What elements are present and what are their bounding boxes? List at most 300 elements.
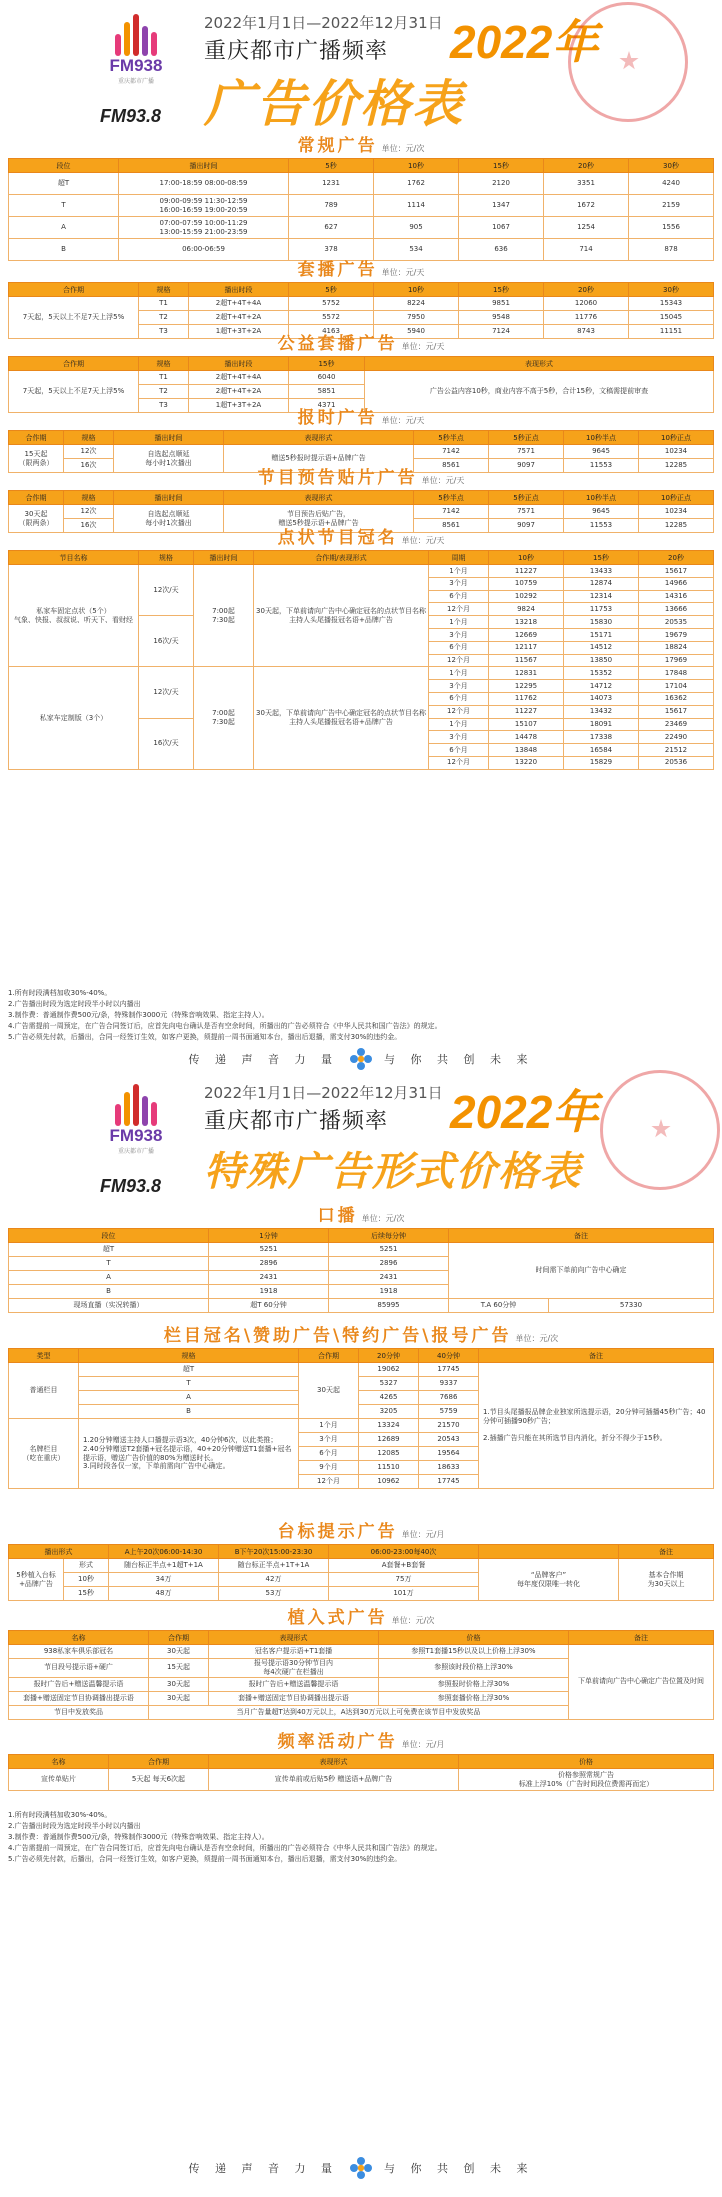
col-header: 播出形式: [9, 1545, 109, 1559]
period-cell: 7天起，5天以上不足7天上浮5%: [9, 371, 139, 413]
table-cell: 101万: [329, 1587, 479, 1601]
remark-cell: 1.节目头尾播报品牌企业独家所选提示语，20分钟可插播45秒广告；40分钟可插播90秒广告； 2.插播广告只能在其所选节目内消化，折分不得少于15秒。: [479, 1363, 714, 1489]
spec-cell: 12次/天: [139, 565, 194, 616]
table-cell: 3205: [359, 1405, 419, 1419]
col-header: 规格: [139, 283, 189, 297]
table-cell: 9645: [564, 505, 639, 519]
col-header: 规格: [79, 1349, 299, 1363]
table-header-row: [9, 491, 714, 505]
table-header-row: [9, 1545, 714, 1559]
table-cell: T.A 60分钟: [449, 1299, 549, 1313]
implant-ads-body: [9, 1645, 714, 1720]
table-cell: 2超T+4T+2A: [189, 385, 289, 399]
table-cell: 12669: [489, 628, 564, 641]
frequency-label: FM93.8: [100, 106, 162, 126]
col-header: 价格: [379, 1631, 569, 1645]
slogan-left: 传 递 声 音 力 量: [188, 1053, 338, 1066]
table-row: [9, 297, 714, 311]
table-cell: 789: [289, 195, 374, 217]
timecheck-ads-section: [8, 406, 714, 473]
table-cell: 9824: [489, 603, 564, 616]
table-cell: 报时广告后+赠送温馨提示语: [209, 1677, 379, 1691]
table-cell: 参照报时价格上浮30%: [379, 1677, 569, 1691]
fm938-logo: [100, 1084, 172, 1164]
section-unit: 单位：元/次: [515, 1334, 559, 1343]
col-header: 20秒: [544, 159, 629, 173]
table-cell: 12285: [639, 519, 714, 533]
table-cell: 15617: [639, 565, 714, 578]
section-title: 植入式广告: [287, 1608, 388, 1628]
table-cell: 5759: [419, 1405, 479, 1419]
table-row: [9, 1645, 714, 1659]
col-header: 播出时间: [194, 551, 254, 565]
table-cell: 1个月: [429, 718, 489, 731]
table-cell: 套播+赠送固定节目协调播出提示语: [209, 1691, 379, 1705]
table-cell: 1个月: [299, 1419, 359, 1433]
table-cell: 18633: [419, 1461, 479, 1475]
table-row: [9, 217, 714, 239]
slogan-left: 传 递 声 音 力 量: [188, 2162, 338, 2175]
implant-ads-section: [8, 1606, 714, 1720]
station-id-section: [8, 1520, 714, 1601]
table-cell: 现场直播（实况转播）: [9, 1299, 209, 1313]
table-cell: 参照套播价格上浮30%: [379, 1691, 569, 1705]
table-row: [9, 1363, 714, 1377]
table-cell: B: [79, 1405, 299, 1419]
col-header: 合作期: [9, 283, 139, 297]
public-ads-table: [8, 356, 714, 413]
section-unit: 单位：元/天: [381, 416, 425, 425]
section-title: 口播: [317, 1206, 358, 1226]
table-cell: 13220: [489, 756, 564, 769]
table-cell: 参照该时段价格上浮30%: [379, 1659, 569, 1678]
col-header: 备注: [479, 1349, 714, 1363]
table-cell: 15秒: [64, 1587, 109, 1601]
regular-ads-body: [9, 173, 714, 261]
table-row: [9, 565, 714, 578]
table-header-row: [9, 283, 714, 297]
table-cell: 15171: [564, 628, 639, 641]
table-cell: 9645: [564, 445, 639, 459]
live-read-body: [9, 1243, 714, 1313]
table-header-row: [9, 1631, 714, 1645]
col-header: 段位: [9, 159, 119, 173]
table-cell: T1: [139, 297, 189, 311]
frequency-label: FM93.8: [100, 1176, 162, 1196]
section-unit: 单位：元/天: [401, 342, 445, 351]
table-cell: 4371: [289, 399, 365, 413]
col-header: 15秒: [459, 283, 544, 297]
table-cell: A: [79, 1391, 299, 1405]
form-cell: 30天起，下单前请向广告中心确定冠名的点状节目名称 主持人头尾播报冠名语+品牌广告: [254, 667, 429, 769]
col-header: 规格: [139, 357, 189, 371]
table-cell: 10234: [639, 445, 714, 459]
table-cell: 17745: [419, 1363, 479, 1377]
table-cell: 19062: [359, 1363, 419, 1377]
table-cell: 17848: [639, 667, 714, 680]
table-cell: 938私家车俱乐部冠名: [9, 1645, 149, 1659]
table-cell: 1918: [209, 1285, 329, 1299]
logo-bars-icon: [100, 1084, 172, 1126]
slogan: [0, 1046, 722, 1072]
table-cell: 8561: [414, 519, 489, 533]
period-cell: 15天起 （限两条）: [9, 445, 64, 473]
table-cell: 12个月: [429, 705, 489, 718]
col-header: 表现形式: [209, 1755, 459, 1769]
logo-text: FM938: [109, 56, 163, 75]
table-cell: 13850: [564, 654, 639, 667]
table-cell: 6个月: [429, 590, 489, 603]
note-cell: 时间需下单前向广告中心确定: [449, 1243, 714, 1299]
page-title: 特殊广告形式价格表: [204, 1149, 582, 1195]
table-row: [9, 1769, 714, 1791]
table-cell: 17:00-18:59 08:00-08:59: [119, 173, 289, 195]
note-item: 5.广告必须先付款，后播出，合同一经签订生效，如客户更换，须提前一周书面通知本台，播出后退播，需支付30%的违约金。: [8, 1855, 402, 1863]
table-cell: 7686: [419, 1391, 479, 1405]
col-header: 15秒: [564, 551, 639, 565]
table-cell: T3: [139, 325, 189, 339]
page-title: 广告价格表: [204, 75, 464, 133]
col-header: 表现形式: [224, 491, 414, 505]
remark-cell: 基本合作期 为30天以上: [619, 1559, 714, 1601]
sponsor-table: [8, 1348, 714, 1489]
col-header: 合作期: [9, 357, 139, 371]
table-cell: 12060: [544, 297, 629, 311]
table-cell: 5851: [289, 385, 365, 399]
col-header: 名称: [9, 1631, 149, 1645]
table-header-row: [9, 357, 714, 371]
section-unit: 单位：元/次: [391, 1616, 435, 1625]
table-cell: 18091: [564, 718, 639, 731]
package-ads-table: [8, 282, 714, 339]
table-cell: 21512: [639, 744, 714, 757]
header: [0, 1070, 722, 1198]
table-cell: 7142: [414, 505, 489, 519]
col-header: 10秒: [374, 283, 459, 297]
table-cell: 11553: [564, 459, 639, 473]
table-cell: 15343: [629, 297, 714, 311]
table-cell: 5327: [359, 1377, 419, 1391]
table-cell: 12285: [639, 459, 714, 473]
table-header-row: [9, 551, 714, 565]
col-header: 10秒: [489, 551, 564, 565]
table-cell: 1个月: [429, 565, 489, 578]
table-cell: 1114: [374, 195, 459, 217]
table-cell: 7142: [414, 445, 489, 459]
col-header: 合作期: [9, 491, 64, 505]
table-cell: 17745: [419, 1475, 479, 1489]
col-header: 10秒半点: [564, 431, 639, 445]
table-cell: 1556: [629, 217, 714, 239]
table-cell: 12次: [64, 505, 114, 519]
section-title: 台标提示广告: [277, 1522, 398, 1542]
col-header: 20分钟: [359, 1349, 419, 1363]
table-cell: 15617: [639, 705, 714, 718]
type-cell: 名牌栏目 （吃在重庆）: [9, 1419, 79, 1489]
table-cell: 20535: [639, 616, 714, 629]
regular-ads-table: [8, 158, 714, 261]
table-cell: 3个月: [299, 1433, 359, 1447]
table-cell: 9个月: [299, 1461, 359, 1475]
price-sheet-page-1: [0, 0, 722, 1070]
implant-ads-table: [8, 1630, 714, 1720]
period-cell: 30天起: [299, 1363, 359, 1419]
table-cell: 13666: [639, 603, 714, 616]
col-header: 30秒: [629, 283, 714, 297]
table-cell: 3个月: [429, 628, 489, 641]
col-header: 10秒正点: [639, 431, 714, 445]
spec-cell: 16次/天: [139, 718, 194, 769]
col-header: 10秒半点: [564, 491, 639, 505]
table-cell: 15107: [489, 718, 564, 731]
col-header: 备注: [569, 1631, 714, 1645]
note-item: 2.广告播出时段为选定时段半小时以内播出: [8, 1822, 141, 1830]
table-cell: 2120: [459, 173, 544, 195]
col-header: 15秒: [459, 159, 544, 173]
year-title: 2022年: [450, 1086, 599, 1138]
table-cell: A: [9, 217, 119, 239]
table-cell: 11762: [489, 692, 564, 705]
logo-sub: 重庆都市广播: [117, 1148, 154, 1155]
table-row: [9, 445, 714, 459]
col-header: 5秒: [289, 159, 374, 173]
table-cell: 12次: [64, 445, 114, 459]
notes-list: [8, 1810, 714, 1865]
col-header: 5秒半点: [414, 491, 489, 505]
package-ads-section: [8, 258, 714, 339]
table-cell: 10秒: [64, 1573, 109, 1587]
table-header-row: [9, 159, 714, 173]
col-header: 备注: [619, 1545, 714, 1559]
table-cell: A: [9, 1271, 209, 1285]
col-header: 规格: [64, 431, 114, 445]
col-header: 播出时段: [189, 357, 289, 371]
table-cell: 12个月: [429, 756, 489, 769]
table-cell: 30天起: [149, 1691, 209, 1705]
col-header: 价格: [459, 1755, 714, 1769]
table-cell: 7124: [459, 325, 544, 339]
note-item: 3.制作费：普通制作费500元/条，特殊制作3000元（特殊音响效果、指定主持人）。: [8, 1833, 269, 1841]
table-cell: 15352: [564, 667, 639, 680]
table-cell: 2431: [209, 1271, 329, 1285]
table-cell: 11753: [564, 603, 639, 616]
time-cell: 自选起点顺延 每小时1次播出: [114, 505, 224, 533]
table-cell: 16362: [639, 692, 714, 705]
table-cell: 12295: [489, 680, 564, 693]
table-row: [9, 173, 714, 195]
public-ads-section: [8, 332, 714, 413]
col-header: 备注: [449, 1229, 714, 1243]
table-cell: 8224: [374, 297, 459, 311]
table-cell: 10759: [489, 577, 564, 590]
col-header: 40分钟: [419, 1349, 479, 1363]
table-cell: 30天起: [149, 1645, 209, 1659]
time-cell: 自选起点顺延 每小时1次播出: [114, 445, 224, 473]
table-cell: 6个月: [429, 744, 489, 757]
table-row: [9, 667, 714, 680]
table-cell: 2431: [329, 1271, 449, 1285]
preview-ads-section: [8, 466, 714, 533]
table-cell: 636: [459, 239, 544, 261]
table-cell: 1个月: [429, 667, 489, 680]
col-header: 规格: [139, 551, 194, 565]
table-cell: 13432: [564, 705, 639, 718]
table-cell: 3351: [544, 173, 629, 195]
table-cell: 5752: [289, 297, 374, 311]
table-cell: 2159: [629, 195, 714, 217]
note-item: 3.制作费：普通制作费500元/条，特殊制作3000元（特殊音响效果、指定主持人）。: [8, 1011, 269, 1019]
table-cell: 1个月: [429, 616, 489, 629]
section-unit: 单位：元/次: [361, 1214, 405, 1223]
time-cell: 7:00起 7:30起: [194, 667, 254, 769]
table-cell: 12831: [489, 667, 564, 680]
table-cell: 12085: [359, 1447, 419, 1461]
col-header: 表现形式: [365, 357, 714, 371]
table-cell: 随台标正半点+1T+1A: [219, 1559, 329, 1573]
table-header-row: [9, 1229, 714, 1243]
program-name-cell: 私家车固定点状（5个） 气象、快报、叔叔说、听天下、看财经: [9, 565, 139, 667]
year-title: 2022年: [450, 16, 599, 68]
table-cell: 15830: [564, 616, 639, 629]
col-header: 10秒正点: [639, 491, 714, 505]
table-cell: 6个月: [429, 692, 489, 705]
note-item: 2.广告播出时段为选定时段半小时以内播出: [8, 1000, 141, 1008]
table-row: [9, 195, 714, 217]
table-cell: 09:00-09:59 11:30-12:59 16:00-16:59 19:00-20:59: [119, 195, 289, 217]
price-sheet-page-2: [0, 1070, 722, 2197]
table-cell: 20536: [639, 756, 714, 769]
table-cell: 5940: [374, 325, 459, 339]
table-cell: 8561: [414, 459, 489, 473]
table-cell: 19679: [639, 628, 714, 641]
table-cell: 17969: [639, 654, 714, 667]
section-unit: 单位：元/天: [421, 476, 465, 485]
col-header: 周期: [429, 551, 489, 565]
table-row: [9, 371, 714, 385]
table-cell: 22490: [639, 731, 714, 744]
col-header: [479, 1545, 619, 1559]
time-cell: 7:00起 7:30起: [194, 565, 254, 667]
program-name-cell: 私家车定制版（3个）: [9, 667, 139, 769]
table-cell: 超T: [79, 1363, 299, 1377]
company-seal-icon: [600, 1070, 720, 1190]
table-cell: 8743: [544, 325, 629, 339]
section-title: 套播广告: [297, 260, 378, 280]
col-header: 段位: [9, 1229, 209, 1243]
table-cell: 2超T+4T+4A: [189, 297, 289, 311]
table-header-row: [9, 431, 714, 445]
event-ads-body: [9, 1769, 714, 1791]
table-cell: 14512: [564, 641, 639, 654]
table-cell: 形式: [64, 1559, 109, 1573]
table-cell: 当月广告量超T达到40万元以上，A达到30万元以上可免费在该节目中发放奖品: [149, 1705, 569, 1719]
col-header: 播出时间: [114, 431, 224, 445]
table-cell: 报时广告后+赠送温馨提示语: [9, 1677, 149, 1691]
table-cell: 1254: [544, 217, 629, 239]
header: [0, 0, 722, 133]
form-label-cell: 5秒植入台标 +品牌广告: [9, 1559, 64, 1601]
table-cell: 11151: [629, 325, 714, 339]
table-cell: 13218: [489, 616, 564, 629]
table-cell: 30天起: [149, 1677, 209, 1691]
table-cell: 7571: [489, 505, 564, 519]
table-cell: 超T: [9, 1243, 209, 1257]
section-title: 公益套播广告: [277, 334, 398, 354]
col-header: 名称: [9, 1755, 109, 1769]
date-range: 2022年1月1日—2022年12月31日: [204, 1084, 443, 1102]
table-cell: 6个月: [299, 1447, 359, 1461]
table-cell: 报号提示语30分钟节目内 每4次硬广在栏播出: [209, 1659, 379, 1678]
station-id-table: [8, 1544, 714, 1601]
table-cell: 14073: [564, 692, 639, 705]
table-cell: 42万: [219, 1573, 329, 1587]
notes-list: [8, 988, 714, 1043]
form-cell: 30天起，下单前请向广告中心确定冠名的点状节目名称 主持人头尾播报冠名语+品牌广告: [254, 565, 429, 667]
table-row: [9, 1559, 714, 1573]
table-cell: 534: [374, 239, 459, 261]
logo-bars-icon: [100, 14, 172, 56]
section-unit: 单位：元/天: [381, 268, 425, 277]
table-cell: 4240: [629, 173, 714, 195]
table-cell: 节目中发放奖品: [9, 1705, 149, 1719]
table-cell: 12689: [359, 1433, 419, 1447]
flower-logo-icon: [348, 1046, 374, 1072]
table-row: [9, 1243, 714, 1257]
col-header: 06:00-23:00每40次: [329, 1545, 479, 1559]
table-cell: 378: [289, 239, 374, 261]
table-cell: 15天起: [149, 1659, 209, 1678]
col-header: 5秒正点: [489, 431, 564, 445]
col-header: 合作期: [149, 1631, 209, 1645]
spot-sponsorship-body: [9, 565, 714, 770]
table-cell: 3个月: [429, 680, 489, 693]
type-cell: 普通栏目: [9, 1363, 79, 1419]
table-cell: 12314: [564, 590, 639, 603]
table-cell: 17104: [639, 680, 714, 693]
note-item: 1.所有时段满档加收30%-40%。: [8, 989, 112, 997]
table-cell: 11776: [544, 311, 629, 325]
col-header: 5秒半点: [414, 431, 489, 445]
client-cell: “品牌客户” 每年度仅限唯一转化: [479, 1559, 619, 1601]
table-cell: 12个月: [429, 654, 489, 667]
col-header: 合作期: [9, 431, 64, 445]
table-cell: 905: [374, 217, 459, 239]
spec-cell: 16次/天: [139, 616, 194, 667]
col-header: 表现形式: [209, 1631, 379, 1645]
table-cell: 10234: [639, 505, 714, 519]
table-cell: 1672: [544, 195, 629, 217]
table-header-row: [9, 1349, 714, 1363]
table-cell: 11227: [489, 565, 564, 578]
table-cell: 14966: [639, 577, 714, 590]
station-id-body: [9, 1559, 714, 1601]
live-broadcast-row: [9, 1299, 714, 1313]
table-cell: 9097: [489, 459, 564, 473]
table-cell: T: [9, 1257, 209, 1271]
table-cell: 13433: [564, 565, 639, 578]
spot-sponsorship-table: [8, 550, 714, 770]
table-cell: 超T: [9, 173, 119, 195]
note-item: 4.广告需提前一周预定，在广告合同签订后，应首先向电台确认是否有空余时间，所播出的广告必须符合《中华人民共和国广告法》的规定。: [8, 1844, 442, 1852]
period-cell: 7天起，5天以上不足7天上浮5%: [9, 297, 139, 339]
table-cell: 15045: [629, 311, 714, 325]
table-cell: 34万: [109, 1573, 219, 1587]
form-cell: 广告公益内容10秒，商业内容不高于5秒，合计15秒，文稿需提前审查: [365, 371, 714, 413]
table-cell: B: [9, 1285, 209, 1299]
logo-text: FM938: [109, 1126, 163, 1145]
col-header: 20秒: [639, 551, 714, 565]
table-cell: 1762: [374, 173, 459, 195]
